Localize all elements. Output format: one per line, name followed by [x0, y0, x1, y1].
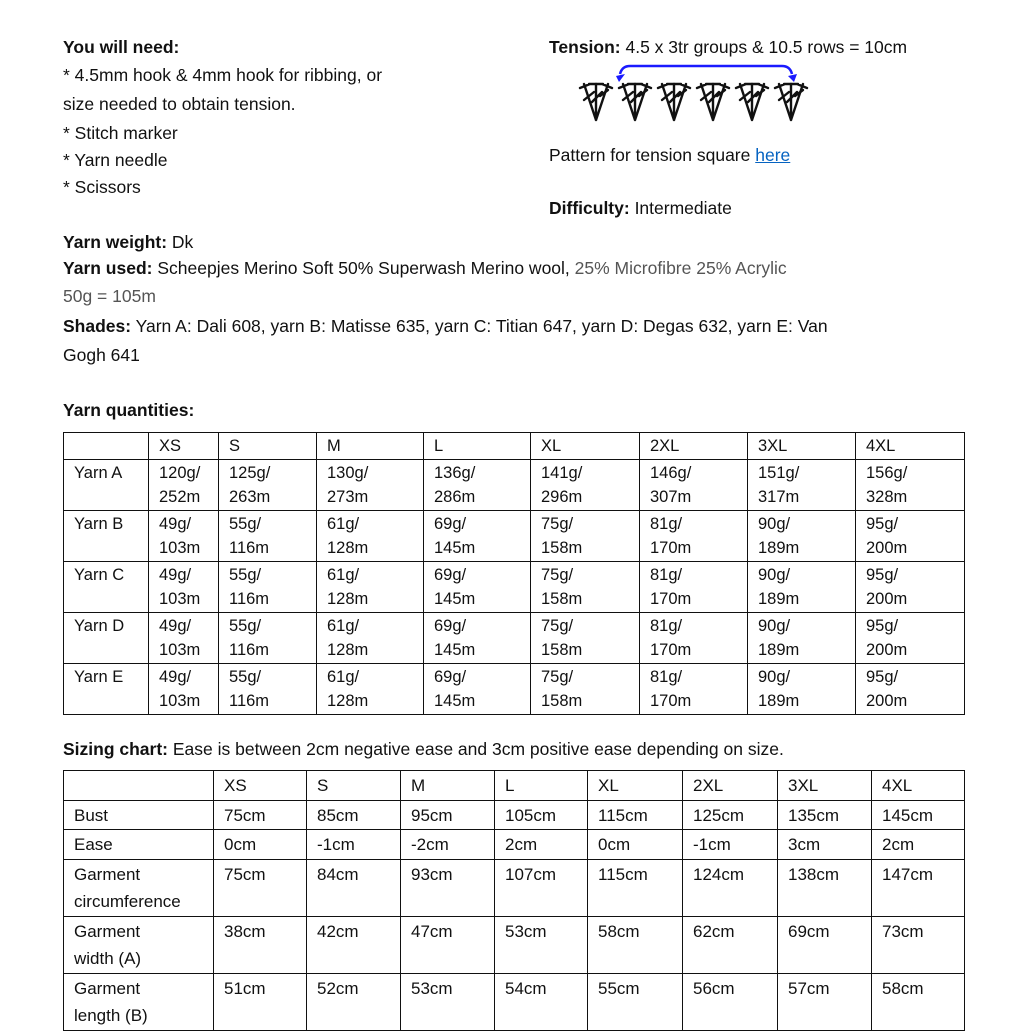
yarn-quantities-heading: Yarn quantities: — [63, 400, 195, 420]
cell: 61g/ 128m — [317, 663, 424, 714]
header-cell: L — [424, 433, 531, 460]
cell: 49g/ 103m — [149, 510, 219, 561]
row-label: Ease — [64, 830, 214, 860]
row-label: Yarn D — [64, 612, 149, 663]
cell: 90g/ 189m — [748, 663, 856, 714]
header-cell: L — [495, 771, 588, 801]
cell: -2cm — [401, 830, 495, 860]
table-row — [64, 459, 965, 510]
cell: 75g/ 158m — [531, 561, 640, 612]
cell: 90g/ 189m — [748, 561, 856, 612]
cell: 136g/ 286m — [424, 459, 531, 510]
cell: 47cm — [401, 916, 495, 973]
table-row — [64, 973, 965, 1030]
cell: 61g/ 128m — [317, 510, 424, 561]
tension-pattern-line — [549, 141, 790, 169]
shades-line-2: Gogh 641 — [63, 345, 140, 365]
cell: 51cm — [214, 973, 307, 1030]
cell: 130g/ 273m — [317, 459, 424, 510]
cell: 69g/ 145m — [424, 612, 531, 663]
header-cell — [64, 771, 214, 801]
header-cell: XS — [214, 771, 307, 801]
header-cell: XL — [588, 771, 683, 801]
cell: 56cm — [683, 973, 778, 1030]
row-label: Garment width (A) — [64, 916, 214, 973]
cell: 81g/ 170m — [640, 612, 748, 663]
cell: 93cm — [401, 859, 495, 916]
cell: 0cm — [214, 830, 307, 860]
cell: 75g/ 158m — [531, 663, 640, 714]
yarn-quantities-table — [63, 432, 965, 715]
difficulty-value: Intermediate — [629, 198, 732, 218]
shades-label: Shades: — [63, 316, 132, 336]
need-line-2: size needed to obtain tension. — [63, 94, 296, 114]
table-header-row — [64, 771, 965, 801]
cell: 52cm — [307, 973, 401, 1030]
sizing-chart-line — [63, 735, 784, 763]
cell: 2cm — [495, 830, 588, 860]
cell: 53cm — [495, 916, 588, 973]
row-label: Yarn B — [64, 510, 149, 561]
difficulty-line — [549, 194, 732, 222]
cell: 75cm — [214, 859, 307, 916]
cell: 145cm — [872, 800, 965, 830]
cell: 115cm — [588, 859, 683, 916]
tension-label: Tension: — [549, 37, 621, 57]
cell: 53cm — [401, 973, 495, 1030]
difficulty-label: Difficulty: — [549, 198, 630, 218]
cell: 49g/ 103m — [149, 612, 219, 663]
tension-line — [549, 33, 907, 61]
cell: 125cm — [683, 800, 778, 830]
sizing-chart-label: Sizing chart: — [63, 739, 169, 759]
header-cell — [64, 433, 149, 460]
cell: 90g/ 189m — [748, 612, 856, 663]
row-label: Yarn E — [64, 663, 149, 714]
cell: 90g/ 189m — [748, 510, 856, 561]
header-cell: 3XL — [748, 433, 856, 460]
cell: 49g/ 103m — [149, 561, 219, 612]
cell: 69g/ 145m — [424, 561, 531, 612]
header-cell: 2XL — [683, 771, 778, 801]
cell: 38cm — [214, 916, 307, 973]
cell: 73cm — [872, 916, 965, 973]
cell: 55g/ 116m — [219, 663, 317, 714]
cell: -1cm — [307, 830, 401, 860]
cell: 54cm — [495, 973, 588, 1030]
cell: -1cm — [683, 830, 778, 860]
header-cell: 4XL — [872, 771, 965, 801]
yarn-weight-label: Yarn weight: — [63, 232, 168, 252]
cell: 95g/ 200m — [856, 612, 965, 663]
cell: 75g/ 158m — [531, 612, 640, 663]
cell: 3cm — [778, 830, 872, 860]
cell: 69g/ 145m — [424, 663, 531, 714]
cell: 95g/ 200m — [856, 663, 965, 714]
sizing-chart-description: Ease is between 2cm negative ease and 3cm positive ease depending on size. — [168, 739, 784, 759]
need-line-5: * Scissors — [63, 177, 141, 197]
cell: 156g/ 328m — [856, 459, 965, 510]
header-cell: XS — [149, 433, 219, 460]
shades-value: Yarn A: Dali 608, yarn B: Matisse 635, yarn C: Titian 647, yarn D: Degas 632, yarn E: Van — [131, 316, 828, 336]
table-row — [64, 510, 965, 561]
yarn-used-value: Scheepjes Merino Soft 50% Superwash Merino wool, — [152, 258, 575, 278]
header-cell: M — [317, 433, 424, 460]
cell: 62cm — [683, 916, 778, 973]
shades-line — [63, 312, 828, 340]
cell: 81g/ 170m — [640, 510, 748, 561]
header-cell: XL — [531, 433, 640, 460]
cell: 120g/ 252m — [149, 459, 219, 510]
cell: 85cm — [307, 800, 401, 830]
cell: 138cm — [778, 859, 872, 916]
cell: 55g/ 116m — [219, 561, 317, 612]
table-row — [64, 612, 965, 663]
cell: 95g/ 200m — [856, 561, 965, 612]
cell: 55cm — [588, 973, 683, 1030]
cell: 75g/ 158m — [531, 510, 640, 561]
tension-pattern-text: Pattern for tension square — [549, 145, 756, 165]
cell: 75cm — [214, 800, 307, 830]
crochet-stitch-diagram-icon — [570, 62, 820, 128]
cell: 124cm — [683, 859, 778, 916]
need-line-3: * Stitch marker — [63, 123, 178, 143]
row-label: Garment length (B) — [64, 973, 214, 1030]
cell: 58cm — [872, 973, 965, 1030]
header-cell: 2XL — [640, 433, 748, 460]
cell: 0cm — [588, 830, 683, 860]
cell: 151g/ 317m — [748, 459, 856, 510]
yarn-weight-value: Dk — [167, 232, 194, 252]
cell: 95g/ 200m — [856, 510, 965, 561]
cell: 147cm — [872, 859, 965, 916]
header-cell: S — [219, 433, 317, 460]
yarn-used-line — [63, 254, 787, 282]
table-row — [64, 830, 965, 860]
table-row — [64, 800, 965, 830]
header-cell: 3XL — [778, 771, 872, 801]
cell: 125g/ 263m — [219, 459, 317, 510]
header-cell: 4XL — [856, 433, 965, 460]
cell: 146g/ 307m — [640, 459, 748, 510]
cell: 135cm — [778, 800, 872, 830]
cell: 95cm — [401, 800, 495, 830]
tension-pattern-link[interactable]: here — [755, 145, 791, 165]
row-label: Yarn A — [64, 459, 149, 510]
yarn-used-composition: 25% Microfibre 25% Acrylic — [574, 258, 787, 278]
cell: 55g/ 116m — [219, 510, 317, 561]
cell: 49g/ 103m — [149, 663, 219, 714]
cell: 61g/ 128m — [317, 612, 424, 663]
table-row — [64, 663, 965, 714]
cell: 2cm — [872, 830, 965, 860]
cell: 61g/ 128m — [317, 561, 424, 612]
cell: 81g/ 170m — [640, 561, 748, 612]
yarn-weight-line — [63, 228, 193, 256]
cell: 42cm — [307, 916, 401, 973]
table-row — [64, 916, 965, 973]
table-row — [64, 859, 965, 916]
cell: 55g/ 116m — [219, 612, 317, 663]
cell: 105cm — [495, 800, 588, 830]
need-line-4: * Yarn needle — [63, 150, 168, 170]
table-row — [64, 561, 965, 612]
yarn-used-length: 50g = 105m — [63, 286, 156, 306]
row-label: Garment circumference — [64, 859, 214, 916]
row-label: Yarn C — [64, 561, 149, 612]
cell: 115cm — [588, 800, 683, 830]
tension-value: 4.5 x 3tr groups & 10.5 rows = 10cm — [620, 37, 908, 57]
sizing-chart-table — [63, 770, 965, 1031]
cell: 57cm — [778, 973, 872, 1030]
header-cell: S — [307, 771, 401, 801]
row-label: Bust — [64, 800, 214, 830]
you-will-need-heading: You will need: — [63, 37, 180, 57]
cell: 107cm — [495, 859, 588, 916]
cell: 141g/ 296m — [531, 459, 640, 510]
cell: 58cm — [588, 916, 683, 973]
cell: 81g/ 170m — [640, 663, 748, 714]
yarn-used-label: Yarn used: — [63, 258, 153, 278]
table-header-row — [64, 433, 965, 460]
header-cell: M — [401, 771, 495, 801]
cell: 84cm — [307, 859, 401, 916]
cell: 69cm — [778, 916, 872, 973]
cell: 69g/ 145m — [424, 510, 531, 561]
need-line-1: * 4.5mm hook & 4mm hook for ribbing, or — [63, 65, 383, 85]
